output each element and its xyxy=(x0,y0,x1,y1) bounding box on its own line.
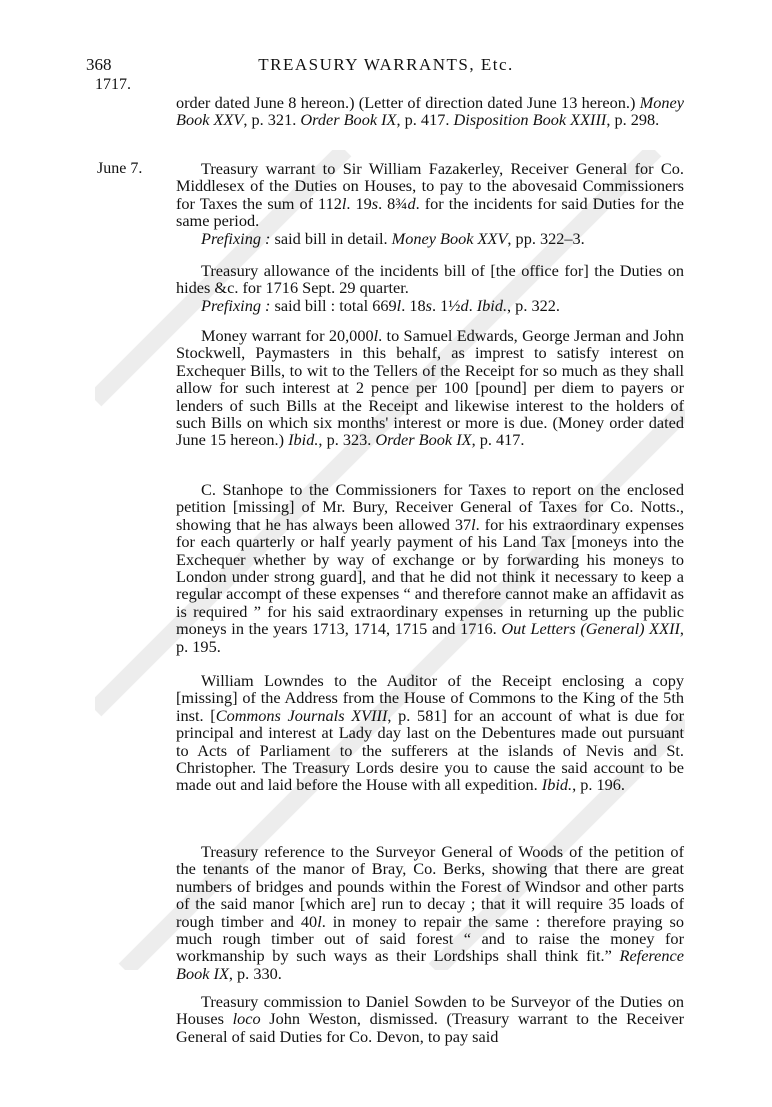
entry-text: , p. 195. xyxy=(176,619,684,656)
entry-text: . 19 xyxy=(346,193,372,213)
entry-unit: l xyxy=(396,295,402,315)
entry-text: . 18 xyxy=(401,295,426,315)
entry-paragraph xyxy=(176,262,684,314)
entry-ref: Order Book IX xyxy=(300,110,397,130)
entry-text: William Lowndes to the Auditor of the Receipt enclosing a copy [missing] of the Address from the House of Commons to the King of the 5th inst. [ xyxy=(176,671,684,725)
entry-ref: Money Book XXV xyxy=(391,228,508,248)
entry-continuation xyxy=(176,94,684,129)
entry-text: , p. 417. xyxy=(396,110,454,130)
entry-text: Treasury reference to the Surveyor General of Woods of the petition of the tenants of the manor of Bray, Co. Berks, showing that there are great numbers of bridges and pounds within the Forest of Windsor and other parts of the said manor [which are] run to decay ; that it will require 35 loads of rough timber and 40 xyxy=(176,842,684,931)
entry-text: . xyxy=(468,295,477,315)
entry-paragraph xyxy=(176,160,684,247)
entry-ref: Out Letters (General) XXII xyxy=(501,619,680,639)
entry-unit: s xyxy=(425,295,432,315)
entry-text: . 1½ xyxy=(431,295,461,315)
entry-text: . for the incidents for said Duties for the same period. xyxy=(176,193,685,231)
entry-unit: d xyxy=(407,193,416,213)
prefixing-label: Prefixing : xyxy=(201,295,271,315)
entry-text: . for his extraordinary expenses for each quarterly or half yearly payment of his Land Tax [moneys into the Exchequer whether by way of exchange or by forwarding his moneys to London under strong guard], and that he did not think it necessary to keep a regular accompt of these expenses “ and therefore cannot make an affidavit as is required ” for his said extraordinary expenses in returning up the public moneys in the years 1713, 1714, 1715 and 1716. xyxy=(176,514,684,639)
entry-ref: Commons Journals XVIII xyxy=(215,705,388,725)
entry-text: , pp. 322–3. xyxy=(507,228,585,248)
page-title: TREASURY WARRANTS, Etc. xyxy=(258,55,514,74)
entry-text: said bill in detail. xyxy=(270,228,392,248)
entry-text: , p. 330. xyxy=(228,963,282,983)
entry-term: loco xyxy=(232,1009,261,1029)
entry-ref: Disposition Book XXIII xyxy=(453,110,607,130)
margin-year: 1717. xyxy=(95,76,131,93)
prefixing-label: Prefixing : xyxy=(201,228,271,248)
entry-unit: l xyxy=(317,911,322,931)
entry-text: Money warrant for 20,000 xyxy=(201,326,374,345)
entry-text: . 8¾ xyxy=(378,193,408,213)
entry-text: order dated June 8 hereon.) (Letter of direction dated June 13 hereon.) xyxy=(176,93,640,112)
entry-unit: l xyxy=(471,514,476,534)
entry-text: , p. 196. xyxy=(572,775,625,795)
entry-paragraph xyxy=(176,993,684,1045)
entry-ref: Order Book IX xyxy=(375,430,472,450)
entry-text: . to Samuel Edwards, George Jerman and John Stockwell, Paymasters in this behalf, as imprest to satisfy interest on Exchequer Bills, to wit to the Tellers of the Receipt for so much as they shall allow for such interest at 2 pence per 100 [pound] per diem to payers or lenders of such Bills at the Receipt and likewise interest to the holders of such Bills on which six months' interest or more is due. (Money order dated June 15 hereon.) xyxy=(176,326,684,450)
entry-text: , p. 581] for an account of what is due for principal and interest at Lady day last on the Debentures made out pursuant to Acts of Parliament to the sufferers at the islands of Nevis and St. Christopher. The Treasury Lords desire you to cause the said account to be made out and laid before the House with all expedition. xyxy=(176,705,684,795)
entry-text: , p. 417. xyxy=(471,430,525,450)
entry-unit: s xyxy=(371,193,379,213)
entry-ref: Ibid. xyxy=(541,775,573,795)
entry-paragraph xyxy=(176,327,684,449)
entry-text: , p. 322. xyxy=(507,295,560,315)
entry-unit: l xyxy=(373,326,379,345)
entry-text: Treasury commission to Daniel Sowden to be Surveyor of the Duties on Houses xyxy=(176,992,684,1029)
entry-ref: Money Book XXV xyxy=(176,93,684,130)
entry-text: , p. 321. xyxy=(243,110,301,130)
entry-text: John Weston, dismissed. (Treasury warrant to the Receiver General of said Duties for Co. Devon, to pay said xyxy=(176,1009,685,1046)
entry-paragraph xyxy=(176,843,684,982)
entry-text: C. Stanhope to the Commissioners for Taxes to report on the enclosed petition [missing] of Mr. Bury, Receiver General of Taxes for Co. Notts., showing that he has always been allowed 37 xyxy=(176,480,684,534)
entry-text: said bill : total 669 xyxy=(270,295,397,315)
entry-text: Treasury warrant to Sir William Fazakerley, Receiver General for Co. Middlesex of the Duties on Houses, to pay to the abovesaid Commissioners for Taxes the sum of 112 xyxy=(176,159,684,213)
page-number: 368 xyxy=(86,55,112,74)
entry-text: , p. 323. xyxy=(318,430,376,450)
entry-text: , p. 298. xyxy=(606,110,660,130)
entry-ref: Ibid. xyxy=(288,430,319,450)
entry-paragraph xyxy=(176,481,684,655)
entry-ref: Reference Book IX xyxy=(176,946,684,983)
entry-ref: Ibid. xyxy=(476,295,508,315)
margin-date: June 7. xyxy=(97,160,143,177)
entry-text: Treasury allowance of the incidents bill of [the office for] the Duties on hides &c. for 1716 Sept. 29 quarter. xyxy=(176,261,684,298)
entry-unit: d xyxy=(460,295,469,315)
entry-paragraph xyxy=(176,672,684,794)
entry-text: . in money to repair the same : therefore praying so much rough timber out of said forest “ and to raise the money for workmanship by such ways as their Lordships shall think fit.” xyxy=(176,911,684,966)
entry-unit: l xyxy=(341,193,347,213)
